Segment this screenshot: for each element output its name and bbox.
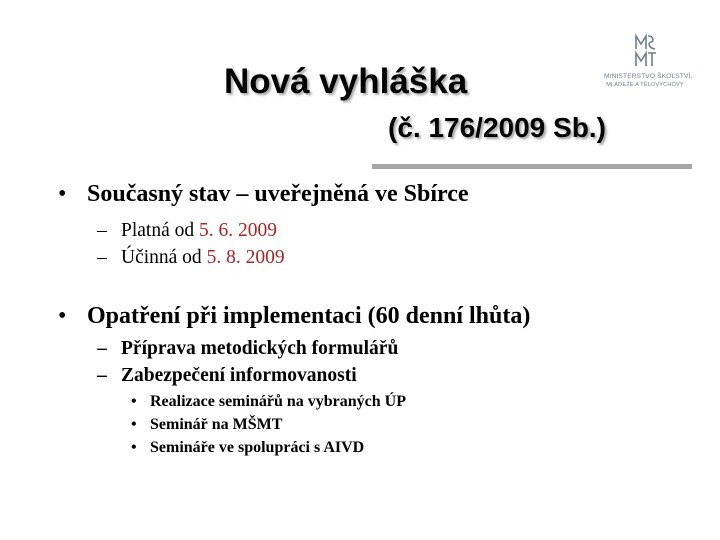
dash-marker: – (97, 365, 107, 386)
bullet-marker: • (58, 303, 67, 329)
bullet-text: Opatření při implementaci (60 denní lhůta) (87, 303, 531, 329)
msmt-logo (604, 34, 693, 94)
bullet-text: Současný stav – uveřejněná ve Sbírce (87, 181, 469, 207)
valid-from-label: Platná od (121, 220, 199, 241)
msmt-logo-mark (634, 34, 658, 68)
dash-marker: – (97, 220, 107, 241)
sub-subitem-text: Semináře ve spolupráci s AIVD (150, 439, 365, 456)
dash-marker: – (97, 247, 107, 268)
subitem-text: Zabezpečení informovanosti (121, 365, 357, 386)
slide-subtitle: (č. 176/2009 Sb.) (388, 112, 606, 143)
sub-subitem-text: Realizace seminářů na vybraných ÚP (150, 393, 406, 410)
effective-from-date: 5. 8. 2009 (206, 247, 285, 268)
bullet-marker: • (131, 393, 137, 410)
bullet-marker: • (131, 416, 137, 433)
title-underline (372, 164, 692, 169)
effective-from-label: Účinná od (121, 247, 207, 268)
subitem-text: Příprava metodických formulářů (121, 338, 399, 359)
dash-marker: – (97, 338, 107, 359)
valid-from-date: 5. 6. 2009 (199, 220, 277, 241)
bullet-marker: • (131, 439, 137, 456)
sub-subitem-text: Seminář na MŠMT (150, 416, 283, 433)
slide-title: Nová vyhláška (224, 62, 468, 101)
bullet-marker: • (58, 181, 67, 207)
logo-text-line2: MLÁDEŽE A TĚLOVÝCHOVY (606, 82, 684, 88)
logo-text-line1: MINISTERSTVO ŠKOLSTVÍ, (604, 73, 693, 80)
